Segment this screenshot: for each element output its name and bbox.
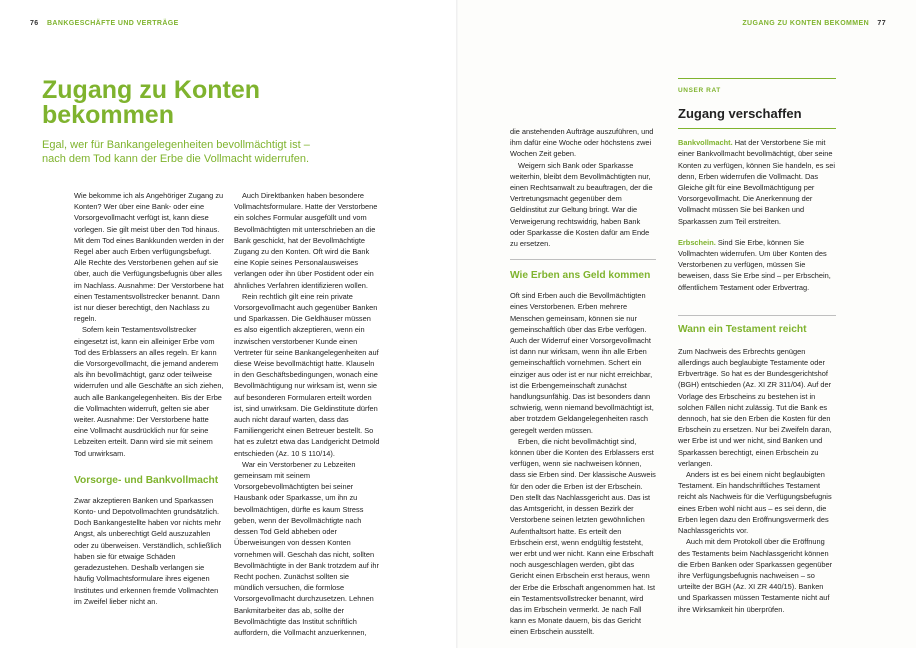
- running-head-right-title: ZUGANG ZU KONTEN BEKOMMEN: [742, 20, 870, 27]
- right-page: [458, 0, 916, 648]
- right-column-2: [678, 78, 836, 615]
- paragraph: die anstehenden Aufträge auszuführen, und ihm dafür eine Woche oder höchstens zwei Wochen Zeit geben.: [510, 127, 654, 159]
- right-column-1: [510, 126, 656, 638]
- running-head-left-title: BANKGESCHÄFTE UND VERTRÄGE: [46, 20, 179, 27]
- paragraph: Zwar akzeptieren Banken und Sparkassen Konto- und Depotvollmachten grundsätzlich. Doch Bankangestellte haben vor nichts mehr Angst, als unberechtigt Geld auszuzahlen oder zu überweisen. Verständlich, schließlich haben sie für etwaige Schäden geradezustehen. Deshalb verlangen sie häufig Vollmachtsformulare ihres eigenen Institutes und erkennen fremde Vollmachten im Zweifel lieber nicht an.: [74, 495, 222, 606]
- paragraph: Erben, die nicht bevollmächtigt sind, können über die Konten des Erblassers erst verfügen, wenn sie nachweisen können, dass sie Erben sind. Der klassische Ausweis für den oder die Erben ist der Erbschein. Den stellt das Nachlassgericht aus. Das ist das Amtsgericht, in dessen Bezirk der Verstorbene seinen letzten gewöhnlichen Aufenthaltsort hatte. Es erteilt den Erbschein erst, wenn endgültig feststeht, wer erbt und wer nicht. Kann eine Erbschaft noch ausgeschlagen werden, gibt das Gericht einen Erbschein erst heraus, wenn der Erbe die Erbschaft angenommen hat. Ist ein Testamentsvollstrecker benannt, wird das im Erbschein vermerkt. Je nach Fall kann es Monate dauern, bis das Gericht einen Erbschein ausstellt.: [510, 436, 656, 637]
- tip-text: Hat der Verstorbene Sie mit einer Bankvollmacht bevollmächtigt, über seine Konten zu verfügen, können Sie handeln, es sei denn, Erben widerrufen die Vollmacht. Das Gleiche gilt für eine Bevollmächtigung per Vorsorgevollmacht. Die Anerkennung der Vollmacht müssen Sie bei Banken und Sparkassen zum Teil erstreiten.: [678, 138, 835, 226]
- tip-box-kicker: UNSER RAT: [678, 87, 721, 94]
- left-column-1: [74, 190, 224, 607]
- section-heading-erben: Wie Erben ans Geld kommen: [510, 270, 651, 282]
- paragraph: War ein Verstorbener zu Lebzeiten gemeinsam mit seinem Vorsorgebevollmächtigten bei seiner Hausbank oder Sparkasse, um ihn zu bevollmächtigen, dürfte es kaum Stress geben, wenn der Bevollmächtigte nach dessen Tod Geld abheben oder Überweisungen von dessen Konten vornehmen will. Geschah das nicht, sollten Bevollmächtigte in der Bank trotzdem auf ihr Recht pochen. Zunächst sollten sie mündlich versuchen, die formlose Vorsorgevollmacht durchzusetzen. Lehnen Bankmitarbeiter das ab, sollte der Bevollmächtigte das Institut schriftlich auffordern, die Vollmacht anzuerkennen,: [234, 459, 380, 637]
- section-heading-testament: Wann ein Testament reicht: [678, 323, 807, 335]
- section-divider: [678, 315, 836, 316]
- paragraph: Auch Direktbanken haben besondere Vollmachtsformulare. Hatte der Verstorbene ein solches Formular ausgefüllt und vom Bevollmächtigten mit unterschrieben an die Bank geschickt, hat der Bevollmächtigte Zugang zu den Konten. Oft wird die Bank eine Kopie seines Personalausweises verlangen oder ihn über Postident oder ein ähnliches Verfahren identifizieren wollen.: [234, 191, 378, 290]
- tip-bankvollmacht: [678, 137, 836, 227]
- tip-text: Sind Sie Erbe, können Sie Vollmachten widerrufen. Um über Konten des Verstorbenen zu verfügen, müssen Sie beweisen, dass Sie Erbe sind – per Erbschein, öffentlichem Testament oder Erbvertrag.: [678, 237, 831, 292]
- page-number-left: 76: [30, 20, 39, 27]
- paragraph: Weigern sich Bank oder Sparkasse weiterhin, bleibt dem Bevollmächtigten nur, einen Rechtsanwalt zu beauftragen, der die Vertretungsmacht gegenüber dem Geldinstitut zur Geltung bringt. War die Verweigerung rechtswidrig, haben Bank oder Sparkasse die Kosten dafür am Ende zu ersetzen.: [510, 160, 653, 249]
- tip-box-top-rule: [678, 78, 836, 79]
- article-lead: Egal, wer für Bankangelegenheiten bevollmächtigt ist – nach dem Tod kann der Erbe die Vollmacht widerrufen.: [42, 139, 310, 165]
- paragraph: Oft sind Erben auch die Bevollmächtigten eines Verstorbenen. Erben mehrere Menschen gemeinsam, können sie nur gemeinschaftlich über das Erbe verfügen. Auch der Widerruf einer Vorsorgevollmacht ist dann nur wirksam, wenn ihn alle Erben gemeinschaftlich vornehmen. Schert ein einziger aus oder ist er nur nicht erreichbar, ist die Erbengemeinschaft zunächst handlungsunfähig. Das ist besonders dann schwierig, wenn niemand bevollmächtigt ist, aber trotzdem Geldangelegenheiten rasch geregelt werden müssen.: [510, 291, 654, 435]
- running-head-left: [30, 20, 179, 27]
- tip-label: Erbschein.: [678, 237, 716, 247]
- tip-box-title: Zugang verschaffen: [678, 106, 836, 129]
- page-number-right: 77: [877, 20, 886, 27]
- tip-erbschein: [678, 237, 836, 293]
- section-divider: [510, 259, 656, 260]
- paragraph: Wie bekomme ich als Angehöriger Zugang zu Konten? Wer über eine Bank- oder eine Vorsorgevollmacht verfügt ist, kann diese vorlegen. Sie gilt meist über den Tod hinaus. Mit dem Tod eines Bankkunden werden in der Regel aber auch Erben verfügungsbefugt. Alle Rechte des Verstorbenen gehen auf sie über, auch die Verfügungsbefugnis über alles im Nachlass. Ausnahme: Der Verstorbene hat einen Testamentsvollstrecker benannt. Dann ist nur dieser berechtigt, den Nachlass zu regeln.: [74, 191, 224, 324]
- paragraph: Zum Nachweis des Erbrechts genügen allerdings auch beglaubigte Testamente oder Erbverträge. So hat es der Bundesgerichtshof (BGH) entschieden (Az. XI ZR 311/04). Auf der Vorlage des Erbscheins zu bestehen ist in solchen Fällen nicht zulässig. Tut die Bank es dennoch, hat sie den Erben die Kosten für den Erbschein zu ersetzen. Nur bei Zweifeln daran, wer Erbe ist und wer nicht, sind Banken und Sparkassen berechtigt, einen Erbschein zu verlangen.: [678, 346, 832, 468]
- section-heading-vorsorge: Vorsorge- und Bankvollmacht: [74, 474, 219, 486]
- paragraph: Rein rechtlich gilt eine rein private Vorsorgevollmacht auch gegenüber Banken und Sparkassen. Die Geldhäuser müssen es also eigentlich akzeptieren, wenn ein inzwischen verstorbener Kunde einen Vertreter für seine Bankangelegenheiten auf diese Weise bevollmächtigt hatte. Klauseln in den Geschäftsbedingungen, wonach eine Bevollmächtigung nur wirksam ist, wenn sie auf besonderen Formularen erteilt worden ist, sind unwirksam. Die Geldinstitute dürfen auch nicht darauf warten, dass das Familiengericht einen Betreuer bestellt. So hat es zuletzt etwa das Landgericht Detmold entschieden (Az. 10 S 110/14).: [234, 291, 380, 458]
- paragraph: Sofern kein Testamentsvollstrecker eingesetzt ist, kann ein alleiniger Erbe vom Tod des Erblassers an alles regeln. Er kann die Vorsorgevollmacht, die jemand anderem als ihn bevollmächtigt, ganz oder teilweise widerrufen und alle Geschäfte an sich ziehen, auch alle Bankangelegenheiten. Bis der Erbe die Vollmachten widerruft, gelten sie aber weiter. Ausnahme: Der Verstorbene hatte eine Vollmacht ausdrücklich nur für seine Lebzeiten erteilt. Dann wird sie mit seinem Tod unwirksam.: [74, 325, 224, 458]
- paragraph: Anders ist es bei einem nicht beglaubigten Testament. Ein handschriftliches Testament reicht als Nachweis für die Verfügungsbefugnis eines Erben wohl nicht aus – es sei denn, die Erben legen dazu den Eröffnungsvermerk des Nachlassgerichts vor.: [678, 470, 832, 536]
- tip-label: Bankvollmacht.: [678, 138, 733, 148]
- article-title: Zugang zu Konten bekommen: [42, 76, 261, 129]
- left-column-2: [234, 190, 380, 638]
- running-head-right: [742, 20, 886, 27]
- paragraph: Auch mit dem Protokoll über die Eröffnung des Testaments beim Nachlassgericht können die Erben Banken oder Sparkassen gegenüber ihre Verfügungsbefugnis nachweisen – so urteilte der BGH (Az. XI ZR 440/15). Banken und Sparkassen müssen Testamente nicht auf ihre Wirksamkeit hin überprüfen.: [678, 537, 833, 614]
